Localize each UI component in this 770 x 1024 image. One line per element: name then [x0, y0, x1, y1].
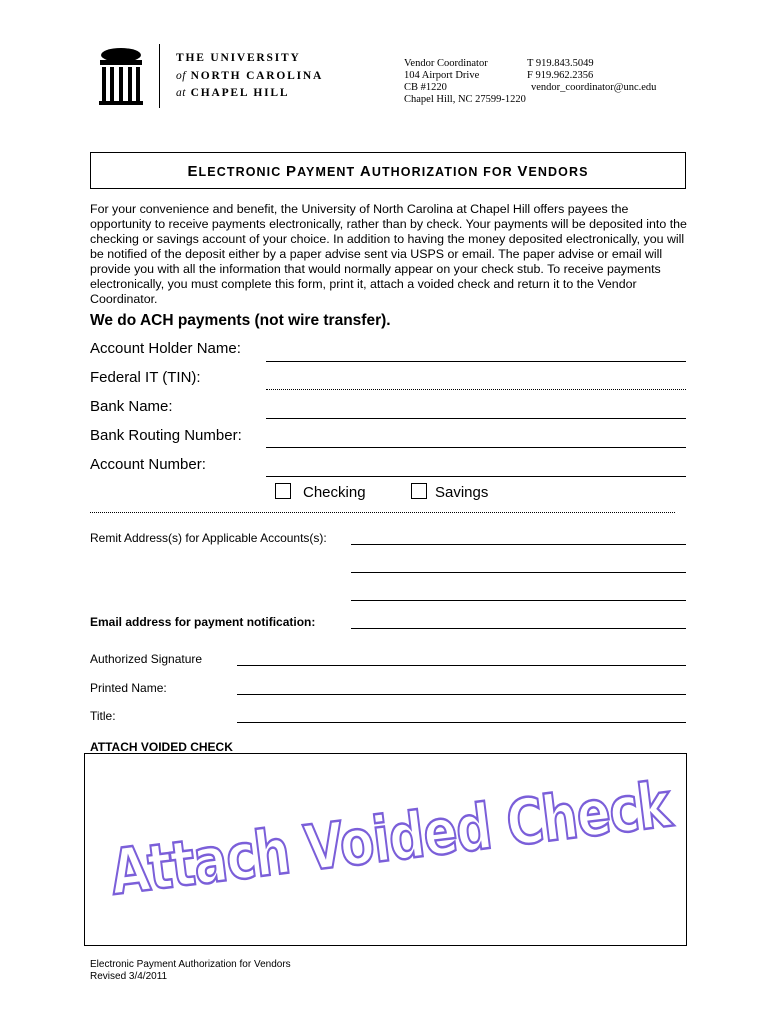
routing-number-label: Bank Routing Number:	[90, 427, 242, 444]
account-number-label: Account Number:	[90, 456, 206, 473]
contact-fax: F 919.962.2356	[527, 70, 594, 81]
bank-name-label: Bank Name:	[90, 398, 173, 415]
attach-voided-check-heading: ATTACH VOIDED CHECK	[90, 740, 233, 754]
contact-city: Chapel Hill, NC 27599-1220	[404, 94, 526, 105]
university-name-line3: at CHAPEL HILL	[176, 87, 290, 99]
account-holder-field[interactable]	[266, 361, 686, 362]
footer-revised: Revised 3/4/2011	[90, 971, 168, 982]
account-number-field[interactable]	[266, 476, 686, 477]
checking-checkbox[interactable]	[275, 483, 291, 499]
ach-notice: We do ACH payments (not wire transfer).	[90, 312, 391, 329]
savings-checkbox[interactable]	[411, 483, 427, 499]
routing-number-field[interactable]	[266, 447, 686, 448]
contact-name: Vendor Coordinator	[404, 58, 488, 69]
page-title: ELECTRONIC PAYMENT AUTHORIZATION FOR VENDORS	[187, 163, 589, 180]
contact-address-block	[404, 58, 526, 106]
logo-divider	[159, 44, 160, 108]
watermark-text: Attach Voided Check	[106, 768, 675, 910]
university-name-line2: of NORTH CAROLINA	[176, 70, 324, 82]
intro-paragraph: For your convenience and benefit, the University of North Carolina at Chapel Hill offers payees the opportunity to receive payments electronically, rather than by check. Your payments will be deposited into the checking or savings account of your choice. In addition to having the money deposited electronically, you will be notified of the deposit either by a paper advise sent via USPS or email. The paper advise or email will provide you with all the information that would normally appear on your check stub. To receive payments electronically, you must complete this form, print it, attach a voided check and return it to the Vendor Coordinator.	[90, 202, 687, 306]
federal-tin-field[interactable]	[266, 389, 686, 390]
remit-address-line-1[interactable]	[351, 544, 686, 545]
account-holder-label: Account Holder Name:	[90, 340, 241, 357]
remit-address-label: Remit Address(s) for Applicable Accounts(s):	[90, 531, 327, 545]
university-name-line1: THE UNIVERSITY	[176, 52, 301, 64]
title-label: Title:	[90, 709, 116, 723]
attach-voided-check-watermark	[106, 768, 675, 910]
contact-phone: T 919.843.5049	[527, 58, 594, 69]
checking-label: Checking	[303, 484, 366, 501]
email-label: Email address for payment notification:	[90, 615, 316, 629]
authorized-signature-label: Authorized Signature	[90, 652, 203, 666]
remit-address-line-3[interactable]	[351, 600, 686, 601]
authorized-signature-field[interactable]	[237, 665, 686, 666]
section-separator	[90, 512, 675, 513]
contact-email: vendor_coordinator@unc.edu	[531, 82, 657, 93]
title-field[interactable]	[237, 722, 686, 723]
unc-old-well-logo	[96, 46, 146, 106]
contact-phone-block	[527, 58, 656, 94]
federal-tin-label: Federal IT (TIN):	[90, 369, 201, 386]
printed-name-field[interactable]	[237, 694, 686, 695]
footer-title: Electronic Payment Authorization for Vendors	[90, 959, 291, 970]
contact-cb: CB #1220	[404, 82, 447, 93]
bank-name-field[interactable]	[266, 418, 686, 419]
remit-address-line-2[interactable]	[351, 572, 686, 573]
savings-label: Savings	[435, 484, 489, 501]
contact-address: 104 Airport Drive	[404, 70, 480, 81]
email-field[interactable]	[351, 628, 686, 629]
printed-name-label: Printed Name:	[90, 681, 167, 695]
